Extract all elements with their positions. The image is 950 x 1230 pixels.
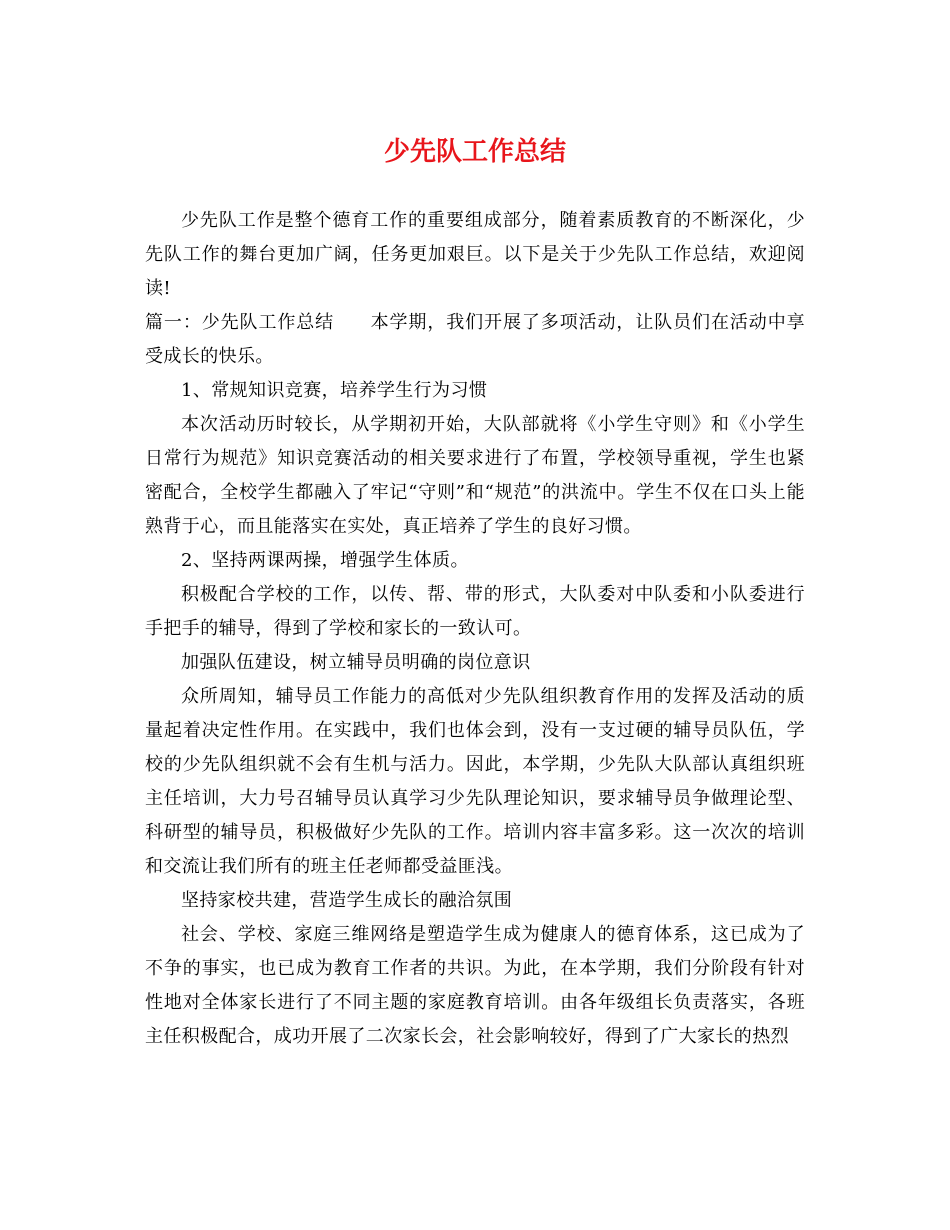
item-heading-1: 1、常规知识竞赛，培养学生行为习惯: [181, 380, 488, 401]
item-body-3: 众所周知，辅导员工作能力的高低对少先队组织教育作用的发挥及活动的质量起着决定性作用。在实践中，我们也体会到，没有一支过硬的辅导员队伍，学校的少先队组织就不会有生机与活力。因此，本学期，少先队大队部认真组织班主任培训，大力号召辅导员认真学习少先队理论知识，要求辅导员争做理论型、科研型的辅导员，积极做好少先队的工作。培训内容丰富多彩。这一次次的培训和交流让我们所有的班主任老师都受益匪浅。: [145, 686, 805, 877]
section-heading-paragraph: [145, 306, 805, 374]
item-heading-2: 2、坚持两课两操，增强学生体质。: [181, 550, 469, 571]
item-body-2: 积极配合学校的工作，以传、帮、带的形式，大队委对中队委和小队委进行手把手的辅导，得到了学校和家长的一致认可。: [145, 584, 805, 639]
item-body-4: 社会、学校、家庭三维网络是塑造学生成为健康人的德育体系，这已成为了不争的事实，也已成为教育工作者的共识。为此，在本学期，我们分阶段有针对性地对全体家长进行了不同主题的家庭教育培训。由各年级组长负责落实，各班主任积极配合，成功开展了二次家长会，社会影响较好，得到了广大家长的热烈: [145, 924, 805, 1047]
document-body: [145, 204, 805, 1054]
section-intro: 本学期，我们开展了多项活动，让队员们在活动中享受成长的快乐。: [145, 312, 805, 367]
intro-paragraph: 少先队工作是整个德育工作的重要组成部分，随着素质教育的不断深化，少先队工作的舞台更加广阔，任务更加艰巨。以下是关于少先队工作总结，欢迎阅读!: [145, 210, 805, 299]
item-heading-3: 加强队伍建设，树立辅导员明确的岗位意识: [181, 652, 531, 673]
item-heading-4: 坚持家校共建，营造学生成长的融洽氛围: [181, 890, 513, 911]
document-title: 少先队工作总结: [383, 137, 566, 167]
section-heading: 篇一：少先队工作总结: [145, 312, 335, 333]
item-body-1: 本次活动历时较长，从学期初开始，大队部就将《小学生守则》和《小学生日常行为规范》知识竞赛活动的相关要求进行了布置，学校领导重视，学生也紧密配合，全校学生都融入了牢记“守则”和“规范”的洪流中。学生不仅在口头上能熟背于心，而且能落实在实处，真正培养了学生的良好习惯。: [145, 414, 805, 537]
